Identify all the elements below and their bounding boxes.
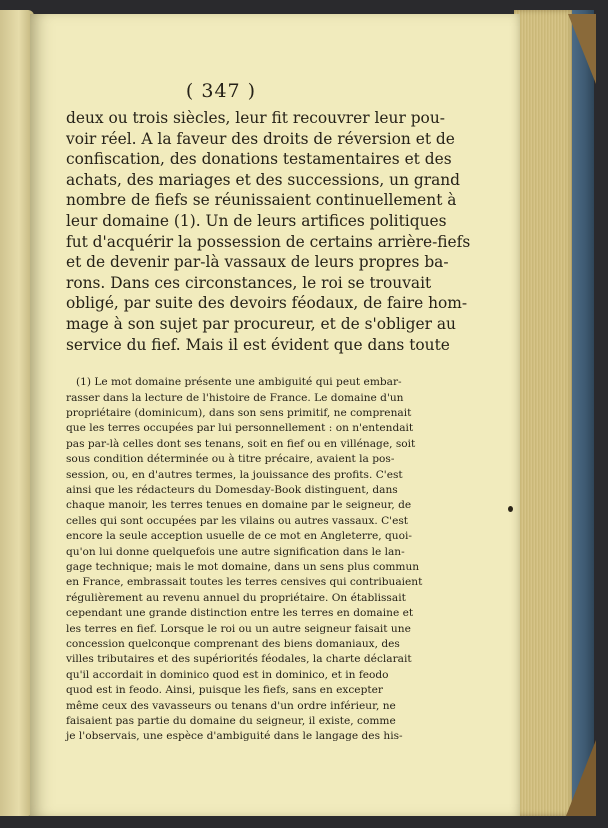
footnote-line: pas par-là celles dont ses tenans, soit en fief ou en villénage, soit <box>66 437 416 450</box>
footnote-line: sous condition déterminée ou à titre précaire, avaient la pos- <box>66 453 395 466</box>
footnote-line: qu'il accordait in dominico quod est in dominico, et in feodo <box>66 668 389 681</box>
footnote-line: concession quelconque comprenant des biens domaniaux, des <box>66 638 400 651</box>
body-line: nombre de fiefs se réunissaient continuellement à <box>66 191 457 210</box>
footnote-line: que les terres occupées par lui personnellement : on n'entendait <box>66 422 414 435</box>
footnote-line: quod est in feodo. Ainsi, puisque les fiefs, sans en excepter <box>66 684 383 697</box>
footnote-line: session, ou, en d'autres termes, la jouissance des profits. C'est <box>66 468 403 481</box>
footnote-line: faisaient pas partie du domaine du seigneur, il existe, comme <box>66 715 396 728</box>
ink-spot <box>508 506 513 512</box>
footnote-line: en France, embrassait toutes les terres censives qui contribuaient <box>66 576 423 589</box>
footnote-line: villes tributaires et des supériorités féodales, la charte déclarait <box>66 653 412 666</box>
body-line: deux ou trois siècles, leur fit recouvrer leur pou- <box>66 109 445 127</box>
left-page-edge <box>0 10 34 816</box>
body-line: confiscation, des donations testamentaires et des <box>66 150 452 169</box>
body-line: fut d'acquérir la possession de certains arrière-fiefs <box>66 232 471 251</box>
body-line: service du fief. Mais il est évident que dans toute <box>66 335 450 354</box>
body-line: obligé, par suite des devoirs féodaux, de faire hom- <box>66 294 468 313</box>
page-fore-edge <box>514 10 576 816</box>
footnote-line: je l'observais, une espèce d'ambiguité dans le langage des his- <box>66 730 403 743</box>
footnote-line: (1) Le mot domaine présente une ambiguité qui peut embar- <box>76 376 402 389</box>
book-cover <box>572 10 594 816</box>
body-line: et de devenir par-là vassaux de leurs propres ba- <box>66 253 449 272</box>
body-line: achats, des mariages et des successions, un grand <box>66 170 461 189</box>
footnote-line: encore la seule acception usuelle de ce mot en Angleterre, quoi- <box>66 530 412 543</box>
footnote-line: chaque manoir, les terres tenues en domaine par le seigneur, de <box>66 499 412 512</box>
footnote-line: cependant une grande distinction entre les terres en domaine et <box>66 607 414 620</box>
body-line: leur domaine (1). Un de leurs artifices politiques <box>66 211 447 230</box>
body-line: voir réel. A la faveur des droits de réversion et de <box>66 129 455 148</box>
footnote-line: ainsi que les rédacteurs du Domesday-Book distinguent, dans <box>66 483 398 496</box>
footnote-line: même ceux des vavasseurs ou tenans d'un ordre inférieur, ne <box>66 699 396 712</box>
page-number: ( 347 ) <box>185 80 257 102</box>
body-text <box>66 108 471 355</box>
footnote-line: régulièrement au revenu annuel du propriétaire. On établissait <box>66 591 406 604</box>
body-line: rons. Dans ces circonstances, le roi se trouvait <box>66 273 432 292</box>
footnote-line: les terres en fief. Lorsque le roi ou un autre seigneur faisait une <box>66 622 411 635</box>
footnote-line: gage technique; mais le mot domaine, dans un sens plus commun <box>66 561 420 573</box>
footnote-line: qu'on lui donne quelquefois une autre signification dans le lan- <box>66 545 405 558</box>
footnote-line: rasser dans la lecture de l'histoire de France. Le domaine d'un <box>66 391 404 404</box>
page-text <box>66 80 471 745</box>
footnote <box>66 375 423 745</box>
footnote-line: celles qui sont occupées par les vilains ou autres vassaux. C'est <box>66 514 409 527</box>
footnote-line: propriétaire (dominicum), dans son sens primitif, ne comprenait <box>66 406 412 419</box>
body-line: mage à son sujet par procureur, et de s'obliger au <box>66 314 456 333</box>
